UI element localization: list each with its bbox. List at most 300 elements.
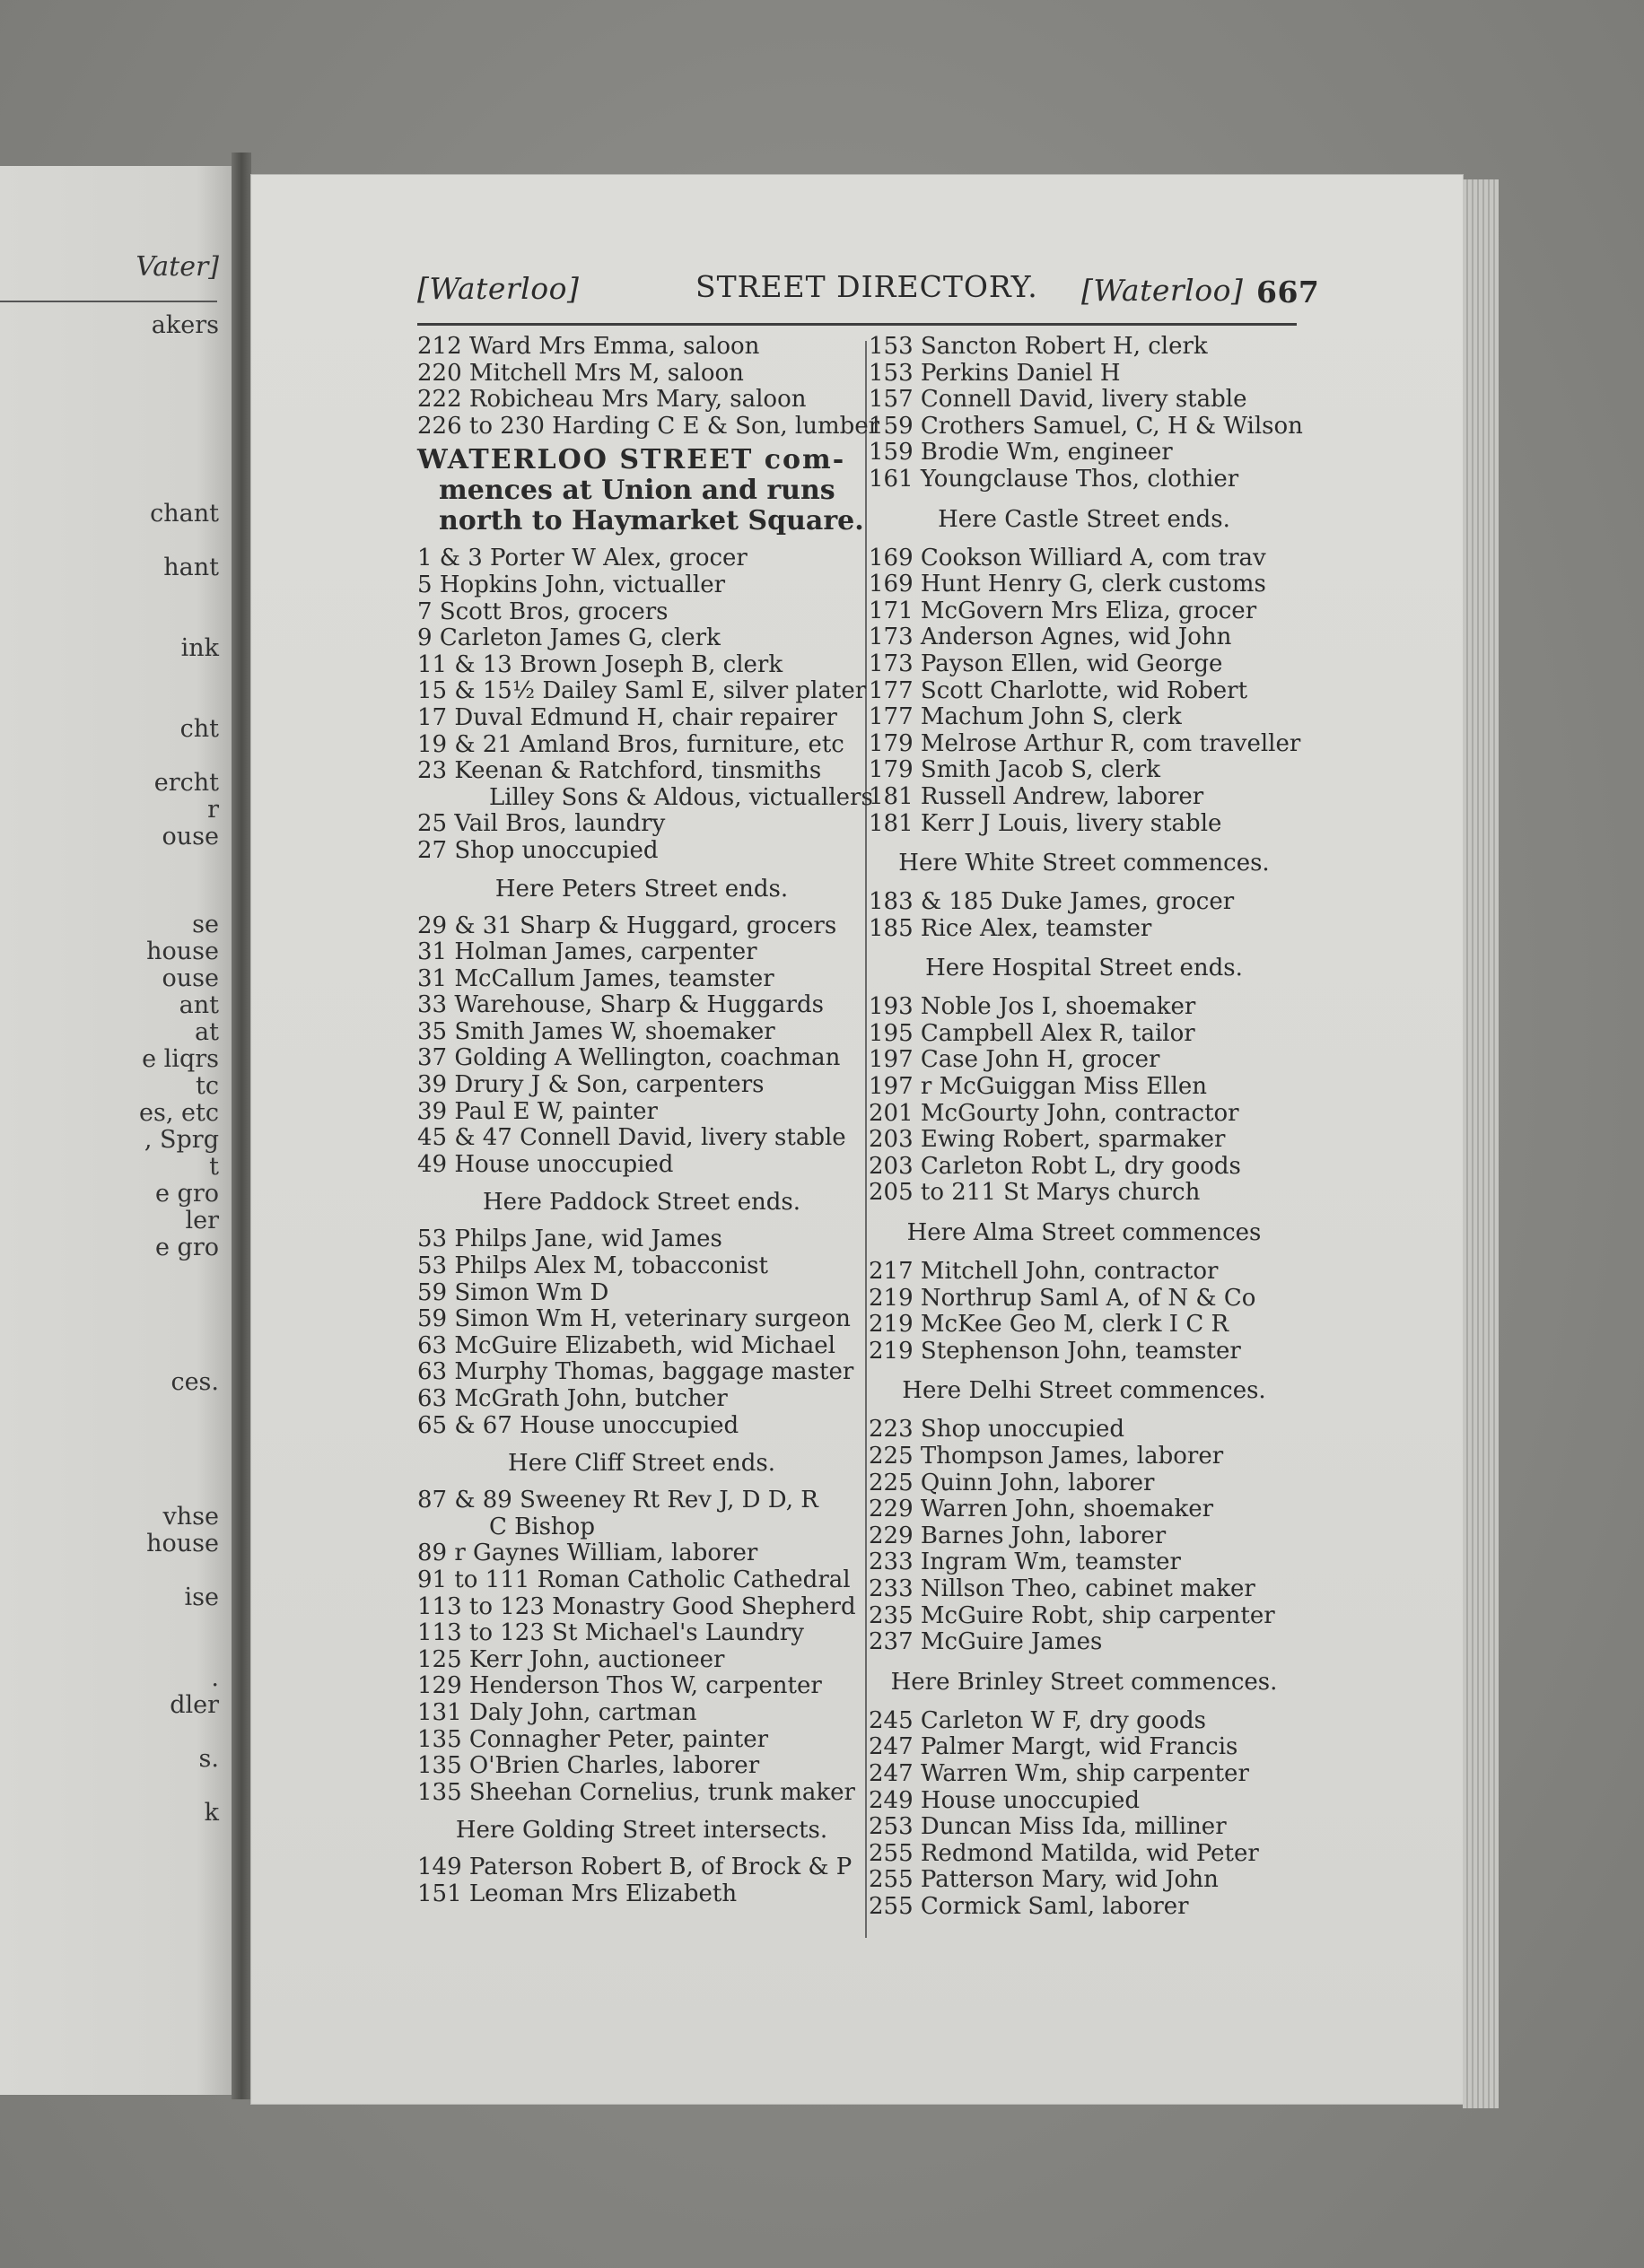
previous-page-rule	[0, 301, 217, 302]
directory-entry	[417, 678, 866, 705]
resident-name: McGuire James	[920, 1628, 1103, 1656]
street-number: 39	[417, 1097, 448, 1125]
resident-name: Connell David, livery stable	[520, 1124, 846, 1152]
directory-entry	[417, 811, 866, 838]
directory-entry	[869, 1788, 1299, 1815]
resident-name: Sharp & Huggard, grocers	[520, 912, 837, 939]
resident-name: Ewing Robert, sparmaker	[920, 1126, 1226, 1154]
resident-name: Machum John S, clerk	[920, 703, 1182, 731]
directory-entry	[869, 1074, 1299, 1101]
directory-entry	[417, 732, 866, 759]
page-edges	[1463, 179, 1499, 2108]
street-number: 59	[417, 1278, 448, 1306]
street-number: 87 & 89	[417, 1487, 512, 1514]
running-head-left	[417, 271, 579, 306]
cross-street-note: Here Golding Street intersects.	[455, 1817, 828, 1845]
street-number: 65 & 67	[417, 1411, 512, 1439]
directory-entry	[417, 1072, 866, 1099]
street-number: 31	[417, 938, 448, 966]
directory-entry	[417, 361, 866, 388]
resident-name: Perkins Daniel H	[920, 359, 1121, 387]
street-number: 5	[417, 571, 433, 598]
directory-entry	[417, 572, 866, 599]
resident-name: Russell Andrew, laborer	[920, 782, 1204, 810]
previous-page-line: r	[207, 796, 219, 824]
previous-page-line: house	[146, 938, 219, 965]
street-number: 63	[417, 1358, 448, 1386]
directory-entry	[869, 1286, 1299, 1313]
directory-entry	[417, 1152, 866, 1179]
directory-entry	[417, 387, 866, 414]
directory-entry	[869, 440, 1299, 467]
left-column	[417, 333, 880, 1908]
resident-name: Daly John, cartman	[468, 1698, 697, 1726]
running-head-right	[1081, 273, 1243, 308]
street-number: 161	[869, 465, 914, 493]
resident-name: Leoman Mrs Elizabeth	[468, 1880, 738, 1907]
directory-entry	[869, 1154, 1299, 1181]
street-number: 45 & 47	[417, 1124, 512, 1152]
street-heading-line: mences at Union and runs	[439, 475, 835, 507]
directory-entry	[417, 1306, 866, 1333]
cross-street-note: Here Cliff Street ends.	[508, 1450, 775, 1478]
resident-name: Philps Jane, wid James	[454, 1226, 722, 1253]
directory-entry	[417, 1019, 866, 1046]
street-number: 203	[869, 1152, 914, 1180]
resident-name: C Bishop	[489, 1513, 595, 1540]
directory-entry	[417, 1594, 866, 1621]
directory-entry	[869, 624, 1299, 651]
directory-entry	[869, 1127, 1299, 1154]
header-rule	[417, 323, 1297, 326]
directory-entry	[869, 1576, 1299, 1603]
street-number: 220	[417, 359, 462, 387]
street-number: 181	[869, 782, 914, 810]
previous-page-line: ant	[179, 991, 219, 1019]
directory-entry	[417, 1253, 866, 1280]
resident-name: Mitchell John, contractor	[920, 1258, 1219, 1286]
street-number: 35	[417, 1017, 448, 1045]
street-number: 255	[869, 1839, 914, 1867]
directory-entry	[869, 1814, 1299, 1841]
directory-entry	[869, 1629, 1299, 1656]
cross-street-note: Here Alma Street commences	[906, 1219, 1262, 1247]
directory-entry	[869, 1841, 1299, 1868]
directory-entry	[417, 966, 866, 993]
running-head-left-text: [Waterloo]	[417, 271, 580, 306]
street-number: 235	[869, 1601, 914, 1629]
resident-name: Harding C E & Son, lumber	[552, 412, 880, 440]
street-heading	[417, 445, 866, 536]
directory-entry	[417, 625, 866, 652]
directory-entry	[869, 387, 1299, 414]
resident-name: Warehouse, Sharp & Huggards	[454, 991, 824, 1019]
street-number: 179	[869, 756, 914, 784]
directory-entry	[417, 1099, 866, 1126]
directory-entry	[417, 1780, 866, 1807]
directory-entry	[869, 1339, 1299, 1365]
street-number: 53	[417, 1252, 448, 1280]
directory-entry	[417, 992, 866, 1019]
directory-entry	[417, 939, 866, 966]
resident-name: Scott Charlotte, wid Robert	[920, 676, 1248, 704]
directory-entry	[417, 1226, 866, 1253]
resident-name: Porter W Alex, grocer	[490, 545, 748, 572]
street-number: 31	[417, 964, 448, 992]
previous-page-line: dler	[170, 1691, 219, 1719]
resident-name: Sweeney Rt Rev J, D D, R	[520, 1487, 818, 1514]
previous-page-line: e liqrs	[142, 1045, 219, 1073]
resident-name: Warren John, shoemaker	[920, 1496, 1214, 1523]
street-number: 212	[417, 333, 462, 360]
resident-name: Youngclause Thos, clothier	[920, 465, 1239, 493]
resident-name: Anderson Agnes, wid John	[920, 624, 1232, 651]
resident-name: St Michael's Laundry	[552, 1619, 804, 1647]
directory-entry	[869, 1894, 1299, 1921]
previous-page-line: .	[211, 1664, 219, 1692]
street-number: 173	[869, 624, 914, 651]
resident-name: Robicheau Mrs Mary, saloon	[468, 386, 807, 414]
directory-entry	[417, 1673, 866, 1700]
resident-name: McKee Geo M, clerk I C R	[920, 1311, 1229, 1339]
previous-page-line: es, etc	[139, 1099, 219, 1127]
directory-entry	[869, 598, 1299, 625]
resident-name: Cormick Saml, laborer	[920, 1892, 1189, 1920]
directory-entry	[417, 783, 873, 812]
resident-name: Warren Wm, ship carpenter	[920, 1759, 1249, 1787]
directory-entry	[417, 1540, 866, 1567]
resident-name: Sheehan Cornelius, trunk maker	[468, 1778, 855, 1806]
resident-name: Monastry Good Shepherd	[552, 1592, 856, 1620]
directory-entry	[869, 651, 1299, 678]
cross-street-note: Here Castle Street ends.	[938, 505, 1230, 533]
street-number: 245	[869, 1706, 914, 1734]
street-number: 27	[417, 836, 448, 864]
street-number: 33	[417, 991, 448, 1019]
street-number: 11 & 13	[417, 650, 512, 678]
street-number: 233	[869, 1575, 914, 1602]
resident-name: Carleton Robt L, dry goods	[920, 1152, 1241, 1180]
directory-entry	[417, 545, 866, 572]
street-number: 129	[417, 1672, 462, 1700]
resident-name: Duke James, grocer	[1001, 888, 1235, 916]
cross-street-note: Here Peters Street ends.	[494, 875, 789, 903]
resident-name: Simon Wm H, veterinary surgeon	[454, 1305, 851, 1333]
street-number: 15 & 15½	[417, 677, 536, 705]
directory-entry	[869, 1708, 1299, 1735]
street-heading-line: WATERLOO STREET com-	[417, 444, 846, 476]
street-number: 225	[869, 1443, 914, 1470]
resident-name: Keenan & Ratchford, tinsmiths	[454, 757, 822, 785]
resident-name: Hunt Henry G, clerk customs	[920, 571, 1266, 598]
previous-page-line: se	[192, 911, 219, 938]
street-number: 225	[869, 1469, 914, 1496]
directory-entry	[869, 1417, 1299, 1444]
directory-entry	[869, 1259, 1299, 1286]
resident-name: Shop unoccupied	[920, 1416, 1125, 1444]
cross-street-note: Here Hospital Street ends.	[925, 955, 1243, 982]
right-column	[869, 333, 1303, 1921]
directory-entry	[869, 678, 1299, 705]
previous-page-line: ercht	[153, 769, 219, 797]
directory-entry	[417, 1125, 866, 1152]
running-head-right-text: [Waterloo]	[1081, 273, 1244, 308]
previous-page-line: k	[204, 1799, 219, 1827]
directory-entry	[417, 334, 866, 361]
resident-name: Paterson Robert B, of Brock & P	[468, 1854, 853, 1881]
directory-entry	[417, 1280, 866, 1307]
directory-entry	[417, 1359, 866, 1386]
directory-entry	[869, 334, 1299, 361]
resident-name: Philps Alex M, tobacconist	[454, 1252, 768, 1280]
resident-name: Noble Jos I, shoemaker	[920, 993, 1196, 1021]
resident-name: Carleton James G, clerk	[439, 624, 721, 652]
street-number: 159	[869, 412, 914, 440]
directory-entry	[869, 361, 1299, 388]
resident-name: Connell David, livery stable	[920, 386, 1247, 414]
resident-name: Brown Joseph B, clerk	[520, 650, 783, 678]
street-number: 171	[869, 597, 914, 624]
resident-name: McGuire Robt, ship carpenter	[920, 1601, 1275, 1629]
street-number: 151	[417, 1880, 462, 1907]
street-number: 249	[869, 1786, 914, 1814]
street-number: 37	[417, 1044, 448, 1072]
directory-entry	[869, 1867, 1299, 1894]
directory-entry	[417, 1753, 866, 1780]
previous-page-line: ise	[184, 1583, 219, 1611]
resident-name: Quinn John, laborer	[920, 1469, 1155, 1496]
resident-name: Roman Catholic Cathedral	[537, 1566, 851, 1593]
resident-name: Nillson Theo, cabinet maker	[920, 1575, 1255, 1602]
resident-name: Northrup Saml A, of N & Co	[920, 1284, 1256, 1312]
street-number: 9	[417, 624, 433, 652]
street-number: 247	[869, 1733, 914, 1761]
street-number: 125	[417, 1645, 462, 1673]
street-number: 135	[417, 1725, 462, 1753]
street-number: 177	[869, 676, 914, 704]
street-number: 219	[869, 1311, 914, 1339]
street-number: 237	[869, 1628, 914, 1656]
resident-name: Thompson James, laborer	[920, 1443, 1224, 1470]
directory-entry	[869, 1523, 1299, 1550]
directory-entry	[417, 913, 866, 940]
street-number: 49	[417, 1150, 448, 1178]
directory-entry	[869, 889, 1299, 916]
directory-entry	[869, 1180, 1299, 1207]
resident-name: Drury J & Son, carpenters	[454, 1071, 765, 1099]
street-number: 159	[869, 439, 914, 467]
resident-name: Simon Wm D	[454, 1278, 609, 1306]
resident-name: McGuire Elizabeth, wid Michael	[454, 1331, 835, 1359]
resident-name: Golding A Wellington, coachman	[454, 1044, 841, 1072]
street-number: 19 & 21	[417, 730, 512, 758]
directory-entry	[869, 994, 1299, 1021]
previous-page-line: akers	[151, 311, 219, 339]
street-number: 185	[869, 914, 914, 942]
resident-name: Smith Jacob S, clerk	[920, 756, 1161, 784]
directory-entry	[417, 1727, 866, 1754]
street-heading-line: north to Haymarket Square.	[439, 505, 864, 537]
street-number: 29 & 31	[417, 912, 512, 939]
previous-page-line: e gro	[154, 1180, 219, 1208]
directory-entry	[869, 1761, 1299, 1788]
resident-name: Duval Edmund H, chair repairer	[454, 703, 837, 731]
street-number: 89	[417, 1540, 448, 1567]
resident-name: Campbell Alex R, tailor	[920, 1019, 1195, 1047]
directory-entry	[869, 1312, 1299, 1339]
resident-name: Sancton Robert H, clerk	[920, 333, 1208, 360]
directory-entry	[869, 1444, 1299, 1470]
street-number: 1 & 3	[417, 545, 483, 572]
directory-entry	[417, 1854, 866, 1881]
resident-name: Amland Bros, furniture, etc	[520, 730, 844, 758]
directory-entry	[869, 1496, 1299, 1523]
resident-name: Case John H, grocer	[920, 1046, 1160, 1074]
street-number: 169	[869, 544, 914, 571]
resident-name: Shop unoccupied	[454, 836, 659, 864]
street-number: 39	[417, 1071, 448, 1099]
previous-page-header: Vater]	[136, 251, 219, 283]
previous-page-line: ouse	[162, 964, 219, 992]
resident-name: Holman James, carpenter	[454, 938, 757, 966]
previous-page-line: ler	[185, 1207, 219, 1234]
previous-page-line: vhse	[162, 1503, 219, 1531]
street-number: 181	[869, 809, 914, 837]
previous-page-fragment	[0, 166, 232, 2095]
street-number: 7	[417, 598, 433, 625]
street-number: 23	[417, 757, 448, 785]
directory-entry	[417, 652, 866, 679]
resident-name: McGrath John, butcher	[454, 1385, 728, 1412]
street-number: 153	[869, 359, 914, 387]
street-number: 173	[869, 650, 914, 677]
street-number: 183 & 185	[869, 888, 993, 916]
street-number: 91 to 111	[417, 1566, 530, 1593]
street-number: 247	[869, 1759, 914, 1787]
cross-street-note: Here Paddock Street ends.	[482, 1189, 801, 1217]
street-number: 219	[869, 1284, 914, 1312]
street-number: 205 to 211	[869, 1179, 996, 1207]
street-number: 25	[417, 810, 448, 838]
previous-page-line: ouse	[162, 823, 219, 850]
street-number: 255	[869, 1892, 914, 1920]
previous-page-line: chant	[150, 500, 219, 528]
resident-name: Paul E W, painter	[454, 1097, 658, 1125]
resident-name: O'Brien Charles, laborer	[468, 1752, 760, 1780]
resident-name: Dailey Saml E, silver plater	[542, 677, 867, 705]
directory-entry	[869, 1470, 1299, 1497]
directory-entry	[869, 1101, 1299, 1128]
directory-entry	[869, 811, 1299, 838]
street-number: 217	[869, 1258, 914, 1286]
directory-entry	[869, 1021, 1299, 1048]
previous-page-line: , Sprg	[144, 1126, 219, 1154]
resident-name: House unoccupied	[520, 1411, 739, 1439]
previous-page-line: cht	[179, 715, 219, 743]
street-number: 179	[869, 729, 914, 757]
resident-name: McGovern Mrs Eliza, grocer	[920, 597, 1257, 624]
street-number: 229	[869, 1496, 914, 1523]
resident-name: Smith James W, shoemaker	[454, 1017, 775, 1045]
resident-name: Cookson Williard A, com trav	[920, 544, 1266, 571]
resident-name: Connagher Peter, painter	[468, 1725, 769, 1753]
street-number: 63	[417, 1385, 448, 1412]
previous-page-line: tc	[196, 1072, 219, 1100]
resident-name: Brodie Wm, engineer	[920, 439, 1173, 467]
resident-name: Redmond Matilda, wid Peter	[920, 1839, 1259, 1867]
running-head	[417, 269, 1320, 310]
resident-name: Duncan Miss Ida, milliner	[920, 1813, 1227, 1841]
resident-name: Vail Bros, laundry	[454, 810, 666, 838]
street-number: 59	[417, 1305, 448, 1333]
previous-page-line: s.	[198, 1745, 219, 1773]
resident-name: Crothers Samuel, C, H & Wilson	[920, 412, 1303, 440]
directory-entry	[417, 838, 866, 865]
resident-name: Lilley Sons & Aldous, victuallers	[489, 783, 873, 811]
directory-entry	[869, 704, 1299, 731]
resident-name: r Gaynes William, laborer	[454, 1540, 758, 1567]
street-number: 193	[869, 993, 914, 1021]
street-number: 149	[417, 1854, 462, 1881]
street-number: 255	[869, 1866, 914, 1894]
street-number: 219	[869, 1337, 914, 1365]
street-number: 153	[869, 333, 914, 360]
cross-street-note: Here White Street commences.	[898, 850, 1270, 877]
resident-name: Kerr J Louis, livery stable	[920, 809, 1222, 837]
previous-page-line: house	[146, 1530, 219, 1557]
street-number: 195	[869, 1019, 914, 1047]
street-number: 135	[417, 1752, 462, 1780]
resident-name: Hopkins John, victualler	[439, 571, 726, 598]
resident-name: Kerr John, auctioneer	[468, 1645, 725, 1673]
street-number: 113 to 123	[417, 1619, 545, 1647]
street-number: 135	[417, 1778, 462, 1806]
directory-entry	[869, 467, 1299, 493]
resident-name: McCallum James, teamster	[454, 964, 774, 992]
resident-name: r McGuiggan Miss Ellen	[920, 1073, 1208, 1101]
directory-entry	[417, 1647, 866, 1674]
book-gutter	[232, 153, 251, 2099]
directory-entry	[869, 1603, 1299, 1630]
directory-entry	[417, 1045, 866, 1072]
directory-entry	[869, 571, 1299, 598]
previous-page-line: at	[195, 1018, 219, 1046]
street-number: 201	[869, 1099, 914, 1127]
directory-entry	[417, 412, 880, 441]
resident-name: Payson Ellen, wid George	[920, 650, 1223, 677]
street-number: 169	[869, 571, 914, 598]
directory-entry	[417, 599, 866, 626]
directory-entry	[417, 1620, 866, 1647]
directory-entry	[869, 545, 1299, 572]
directory-entry	[417, 1333, 866, 1360]
resident-name: Barnes John, laborer	[920, 1522, 1167, 1549]
resident-name: St Marys church	[1003, 1179, 1201, 1207]
directory-entry	[869, 731, 1299, 758]
street-number: 253	[869, 1813, 914, 1841]
street-number: 223	[869, 1416, 914, 1444]
running-head-title: STREET DIRECTORY.	[695, 269, 1038, 304]
previous-page-line: ces.	[171, 1368, 219, 1396]
street-number: 131	[417, 1698, 462, 1726]
street-number: 157	[869, 386, 914, 414]
resident-name: Murphy Thomas, baggage master	[454, 1358, 854, 1386]
resident-name: Rice Alex, teamster	[920, 914, 1152, 942]
previous-page-line: ink	[180, 634, 219, 662]
street-number: 177	[869, 703, 914, 731]
directory-entry	[869, 1047, 1299, 1074]
directory-entry	[869, 757, 1299, 784]
